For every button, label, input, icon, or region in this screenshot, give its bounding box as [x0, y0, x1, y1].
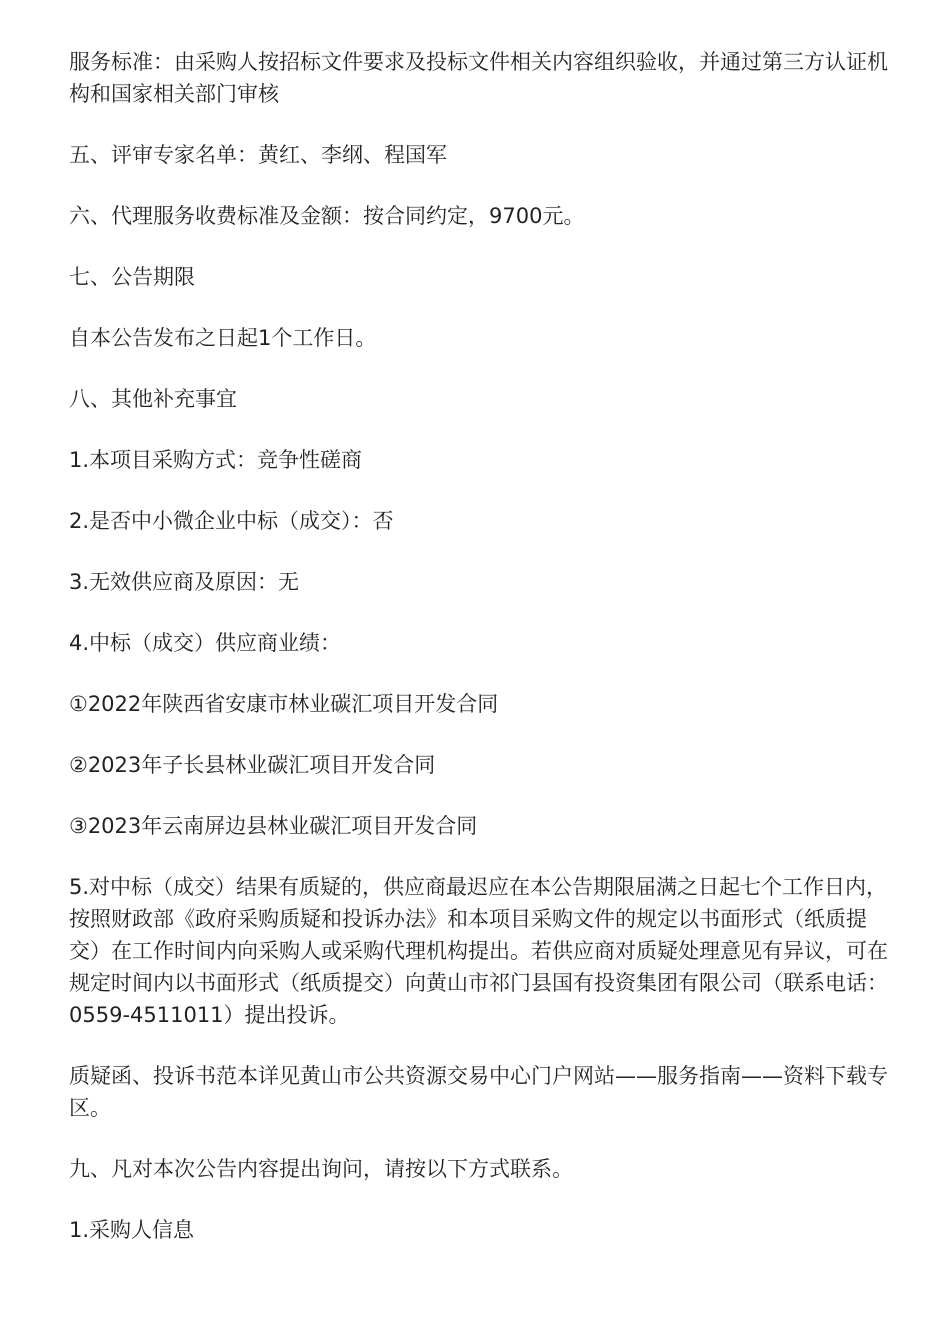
section-6-agency-fee: 六、代理服务收费标准及金额：按合同约定，9700元。 — [69, 204, 585, 228]
purchaser-info-heading: 1.采购人信息 — [69, 1218, 195, 1242]
template-download-paragraph: 质疑函、投诉书范本详见黄山市公共资源交易中心门户网站——服务指南——资料下载专区。 — [69, 1064, 888, 1120]
sme-winner-item: 2.是否中小微企业中标（成交）：否 — [69, 509, 394, 533]
section-5-expert-list: 五、评审专家名单：黄红、李纲、程国军 — [69, 143, 447, 167]
supplier-performance-item: 4.中标（成交）供应商业绩： — [69, 631, 342, 655]
document-body — [69, 46, 889, 1275]
performance-contract-1: ①2022年陕西省安康市林业碳汇项目开发合同 — [69, 692, 499, 716]
section-7-heading: 七、公告期限 — [69, 265, 195, 289]
announcement-period-paragraph: 自本公告发布之日起1个工作日。 — [69, 326, 377, 350]
objection-procedure-paragraph: 5.对中标（成交）结果有质疑的，供应商最迟应在本公告期限届满之日起七个工作日内，按照财政部《政府采购质疑和投诉办法》和本项目采购文件的规定以书面形式（纸质提交）在工作时间内向采购人或采购代理机构提出。若供应商对质疑处理意见有异议，可在规定时间内以书面形式（纸质提交）向黄山市祁门县国有投资集团有限公司（联系电话：0559-4511011）提出投诉。 — [69, 875, 888, 1027]
service-standard-paragraph: 服务标准：由采购人按招标文件要求及投标文件相关内容组织验收，并通过第三方认证机构和国家相关部门审核 — [69, 50, 888, 106]
procurement-method-item: 1.本项目采购方式：竞争性磋商 — [69, 448, 363, 472]
section-9-heading: 九、凡对本次公告内容提出询问，请按以下方式联系。 — [69, 1157, 573, 1181]
performance-contract-2: ②2023年子长县林业碳汇项目开发合同 — [69, 753, 436, 777]
invalid-suppliers-item: 3.无效供应商及原因：无 — [69, 570, 300, 594]
performance-contract-3: ③2023年云南屏边县林业碳汇项目开发合同 — [69, 814, 478, 838]
section-8-heading: 八、其他补充事宜 — [69, 387, 237, 411]
